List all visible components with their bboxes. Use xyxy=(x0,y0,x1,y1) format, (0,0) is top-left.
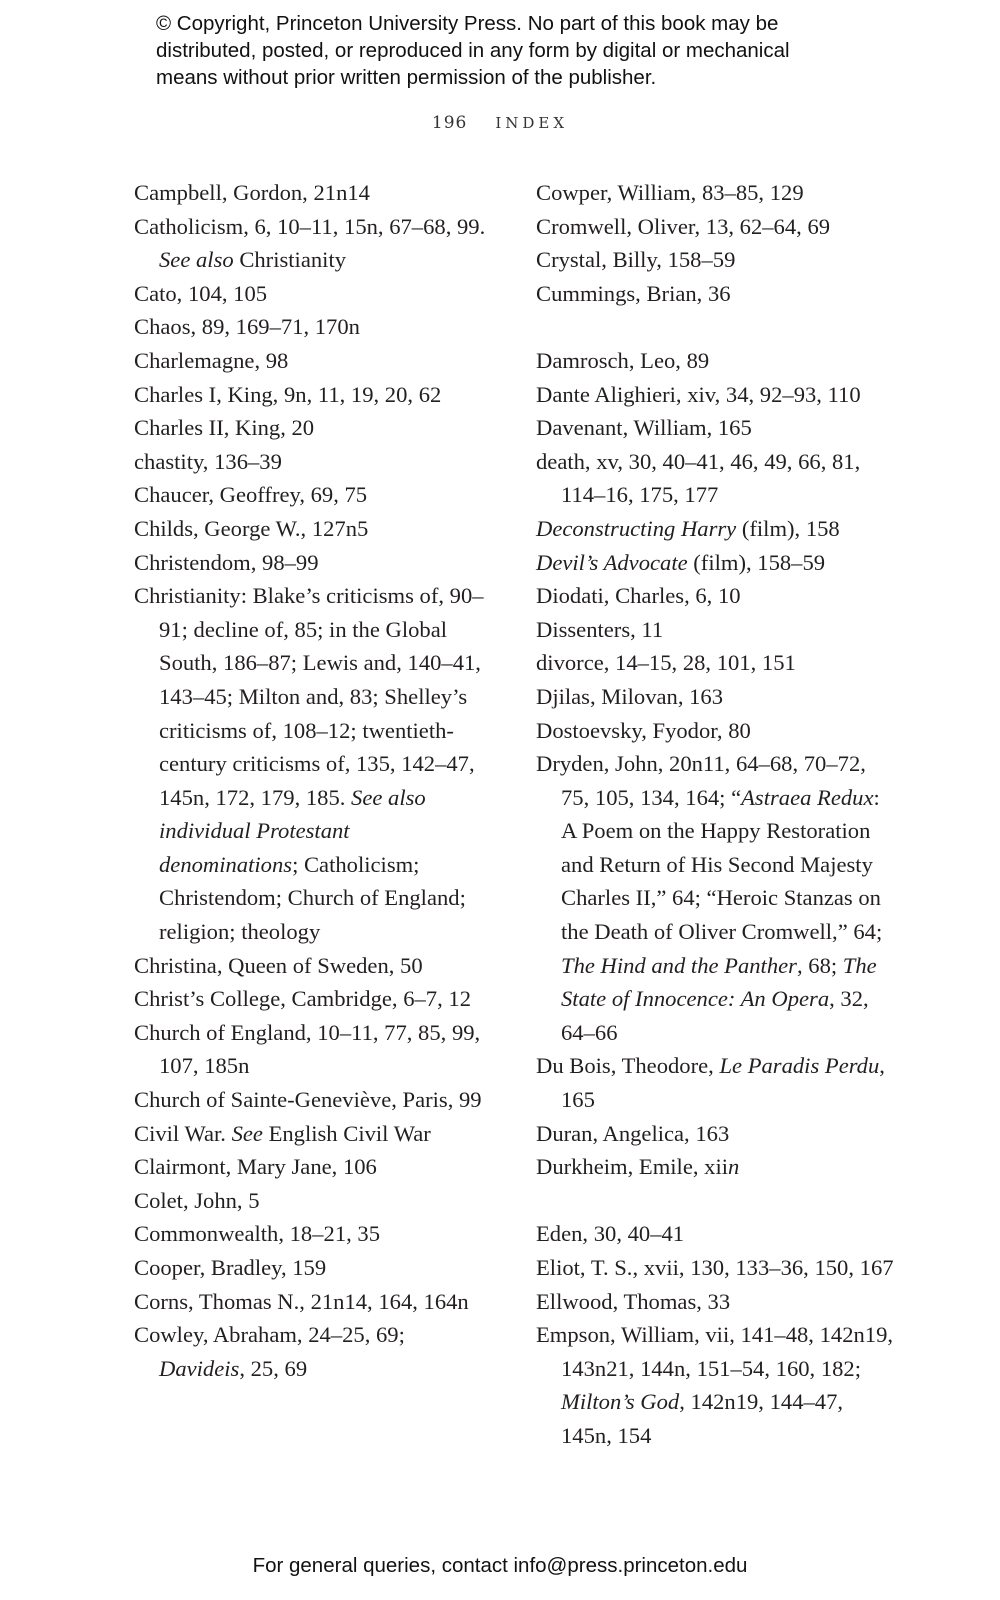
index-entry-text: Catholicism, 6, 10–11, 15n, 67–68, 99. xyxy=(134,213,486,239)
index-entry xyxy=(536,378,896,412)
index-entry-text: Commonwealth, 18–21, 35 xyxy=(134,1221,381,1247)
index-entry-text: Crystal, Billy, 158–59 xyxy=(536,247,736,273)
index-entry-text: Clairmont, Mary Jane, 106 xyxy=(134,1154,377,1180)
index-entry-text: , 165 xyxy=(561,1053,885,1113)
index-entry xyxy=(134,949,494,983)
index-entry xyxy=(536,680,896,714)
index-entry xyxy=(536,613,896,647)
index-entry xyxy=(536,1318,896,1452)
index-entry xyxy=(536,579,896,613)
index-entry-text: Civil War. xyxy=(134,1120,232,1146)
index-entry-text: Dostoevsky, Fyodor, 80 xyxy=(536,717,751,743)
index-entry-italic: n xyxy=(728,1154,740,1180)
index-entry-text: Cowley, Abraham, 24–25, 69; xyxy=(134,1322,405,1348)
index-entry xyxy=(134,1184,494,1218)
index-entry-text: Eliot, T. S., xvii, 130, 133–36, 150, 167 xyxy=(536,1255,894,1280)
copyright-notice xyxy=(156,10,916,91)
index-entry xyxy=(134,1016,494,1083)
index-entry-italic: Davideis xyxy=(159,1355,240,1381)
index-entry-text: Djilas, Milovan, 163 xyxy=(536,683,724,709)
index-entry-text: , 25, 69 xyxy=(239,1355,308,1381)
index-entry-text: divorce, 14–15, 28, 101, 151 xyxy=(536,650,796,676)
index-entry xyxy=(536,344,896,378)
copyright-line: means without prior written permission of the publisher. xyxy=(156,66,657,89)
index-entry-italic: Astraea Redux xyxy=(741,784,874,810)
index-entry xyxy=(536,747,896,1049)
index-entry xyxy=(134,546,494,580)
index-entry-text: Christianity xyxy=(233,247,347,273)
index-entry xyxy=(536,546,896,580)
index-entry-text: Charlemagne, 98 xyxy=(134,347,289,373)
index-entry xyxy=(536,1117,896,1151)
index-entry-text: Davenant, William, 165 xyxy=(536,415,752,441)
index-entry-text: (film), 158–59 xyxy=(687,549,826,575)
index-entry xyxy=(536,1049,896,1116)
index-entry xyxy=(536,714,896,748)
index-entry xyxy=(134,478,494,512)
index-entry xyxy=(134,210,494,277)
index-entry-text: Chaucer, Geoffrey, 69, 75 xyxy=(134,482,368,508)
index-entry-text: , 142n19, 144–47, 145n, 154 xyxy=(561,1389,844,1448)
index-entry-text: Church of England, 10–11, 77, 85, 99, 107, 185n xyxy=(134,1019,481,1079)
copyright-line: © Copyright, Princeton University Press. No part of this book may be xyxy=(156,12,779,35)
index-entry xyxy=(536,646,896,680)
footer-contact: For general queries, contact info@press.princeton.edu xyxy=(252,1554,748,1577)
index-entry-text: (film), 158 xyxy=(736,515,840,541)
index-entry xyxy=(134,1285,494,1319)
index-entry-italic: Le Paradis Perdu xyxy=(719,1053,880,1079)
page-number: 196 xyxy=(431,113,468,133)
index-entry xyxy=(536,411,896,445)
index-entry-text: chastity, 136–39 xyxy=(134,448,282,474)
index-entry xyxy=(536,1251,896,1285)
index-entry-text: Corns, Thomas N., 21n14, 164, 164n xyxy=(134,1288,469,1314)
index-entry xyxy=(134,277,494,311)
index-entry-text: , 32, 64–66 xyxy=(561,986,869,1045)
index-entry-text: death, xv, 30, 40–41, 46, 49, 66, 81, 114–16, 175, 177 xyxy=(536,448,861,508)
index-entry-text: Colet, John, 5 xyxy=(134,1187,260,1213)
index-entry xyxy=(134,1117,494,1151)
index-entry-text: Christ’s College, Cambridge, 6–7, 12 xyxy=(134,986,471,1012)
index-entry-text: Ellwood, Thomas, 33 xyxy=(536,1288,731,1314)
index-entry-text: Duran, Angelica, 163 xyxy=(536,1120,730,1146)
index-entry-text: Cummings, Brian, 36 xyxy=(536,280,731,306)
index-entry-text: Damrosch, Leo, 89 xyxy=(536,347,710,373)
index-entry xyxy=(536,1150,896,1184)
copyright-line: distributed, posted, or reproduced in any form by digital or mechanical xyxy=(156,39,790,62)
index-column-right xyxy=(536,176,896,1453)
index-entry-italic: See also individual Protestant denominations xyxy=(159,784,426,877)
running-head xyxy=(0,113,1000,133)
index-entry xyxy=(536,243,896,277)
index-entry xyxy=(536,512,896,546)
index-entry-italic: See xyxy=(231,1120,263,1146)
index-entry xyxy=(536,176,896,210)
index-entry-text: Cato, 104, 105 xyxy=(134,280,268,306)
index-entry-text: Dante Alighieri, xiv, 34, 92–93, 110 xyxy=(536,381,861,407)
index-entry-italic: See also xyxy=(159,247,234,273)
index-entry-text: Cowper, William, 83–85, 129 xyxy=(536,180,804,205)
section-title: INDEX xyxy=(495,114,569,132)
index-column-left xyxy=(134,176,494,1385)
index-entry-italic: The Hind and the Panther xyxy=(561,952,797,978)
index-entry-text: Durkheim, Emile, xii xyxy=(536,1154,729,1180)
index-entry-text: Chaos, 89, 169–71, 170n xyxy=(134,314,360,340)
index-entry xyxy=(134,445,494,479)
index-entry-text: Christina, Queen of Sweden, 50 xyxy=(134,952,423,978)
index-entry-text: : A Poem on the Happy Restoration and Return of His Second Majesty Charles II,” 64; “Heroic Stanzas on the Death of Oliver Cromwell,” 64; xyxy=(561,784,883,945)
index-entry xyxy=(134,1217,494,1251)
index-entry-text: Christendom, 98–99 xyxy=(134,549,319,575)
index-entry-text: , 68; xyxy=(796,952,843,978)
index-entry xyxy=(536,277,896,311)
index-entry-italic: Devil’s Advocate xyxy=(536,549,688,575)
index-entry xyxy=(134,176,494,210)
index-entry-text: Christianity: Blake’s criticisms of, 90–91; decline of, 85; in the Global South, 186–87; Lewis and, 140–41, 143–45; Milton and, 83; Shelley’s criticisms of, 108–12; twentieth-century criticisms of, 135, 142–47, 145n, 172, 179, 185. xyxy=(134,583,484,810)
index-entry xyxy=(134,1150,494,1184)
index-entry-text: English Civil War xyxy=(262,1120,431,1146)
letter-group-gap xyxy=(536,1184,896,1218)
index-entry-text: Church of Sainte-Geneviève, Paris, 99 xyxy=(134,1087,482,1113)
index-entry xyxy=(536,1285,896,1319)
index-entry xyxy=(134,310,494,344)
index-entry-text: Cooper, Bradley, 159 xyxy=(134,1255,327,1280)
index-entry xyxy=(134,579,494,949)
letter-group-gap xyxy=(536,310,896,344)
index-entry-text: Childs, George W., 127n5 xyxy=(134,515,369,541)
index-entry-text: Eden, 30, 40–41 xyxy=(536,1221,685,1247)
index-entry-text: ; Catholicism; Christendom; Church of England; religion; theology xyxy=(159,851,466,945)
index-entry-italic: Deconstructing Harry xyxy=(536,515,737,541)
index-entry-italic: Milton’s God xyxy=(561,1389,680,1415)
index-entry-text: Dissenters, 11 xyxy=(536,616,664,642)
index-entry xyxy=(536,1217,896,1251)
index-entry xyxy=(134,1318,494,1385)
index-entry xyxy=(134,1083,494,1117)
index-entry-text: Dryden, John, 20n11, 64–68, 70–72, 75, 105, 134, 164; “ xyxy=(536,751,866,810)
index-entry-text: Empson, William, vii, 141–48, 142n19, 143n21, 144n, 151–54, 160, 182; xyxy=(536,1322,894,1381)
index-entry-text: Diodati, Charles, 6, 10 xyxy=(536,583,741,609)
index-entry xyxy=(134,512,494,546)
index-entry-text: Charles II, King, 20 xyxy=(134,415,315,441)
index-entry-text: Cromwell, Oliver, 13, 62–64, 69 xyxy=(536,213,831,239)
index-entry xyxy=(536,445,896,512)
index-entry-text: Du Bois, Theodore, xyxy=(536,1053,720,1079)
index-entry-text: Campbell, Gordon, 21n14 xyxy=(134,180,370,205)
index-entry xyxy=(134,378,494,412)
index-entry xyxy=(134,344,494,378)
index-entry xyxy=(134,982,494,1016)
index-entry-text: Charles I, King, 9n, 11, 19, 20, 62 xyxy=(134,381,442,407)
index-entry-italic: The State of Innocence: An Opera xyxy=(561,952,877,1012)
index-entry xyxy=(536,210,896,244)
index-entry xyxy=(134,411,494,445)
index-entry xyxy=(134,1251,494,1285)
